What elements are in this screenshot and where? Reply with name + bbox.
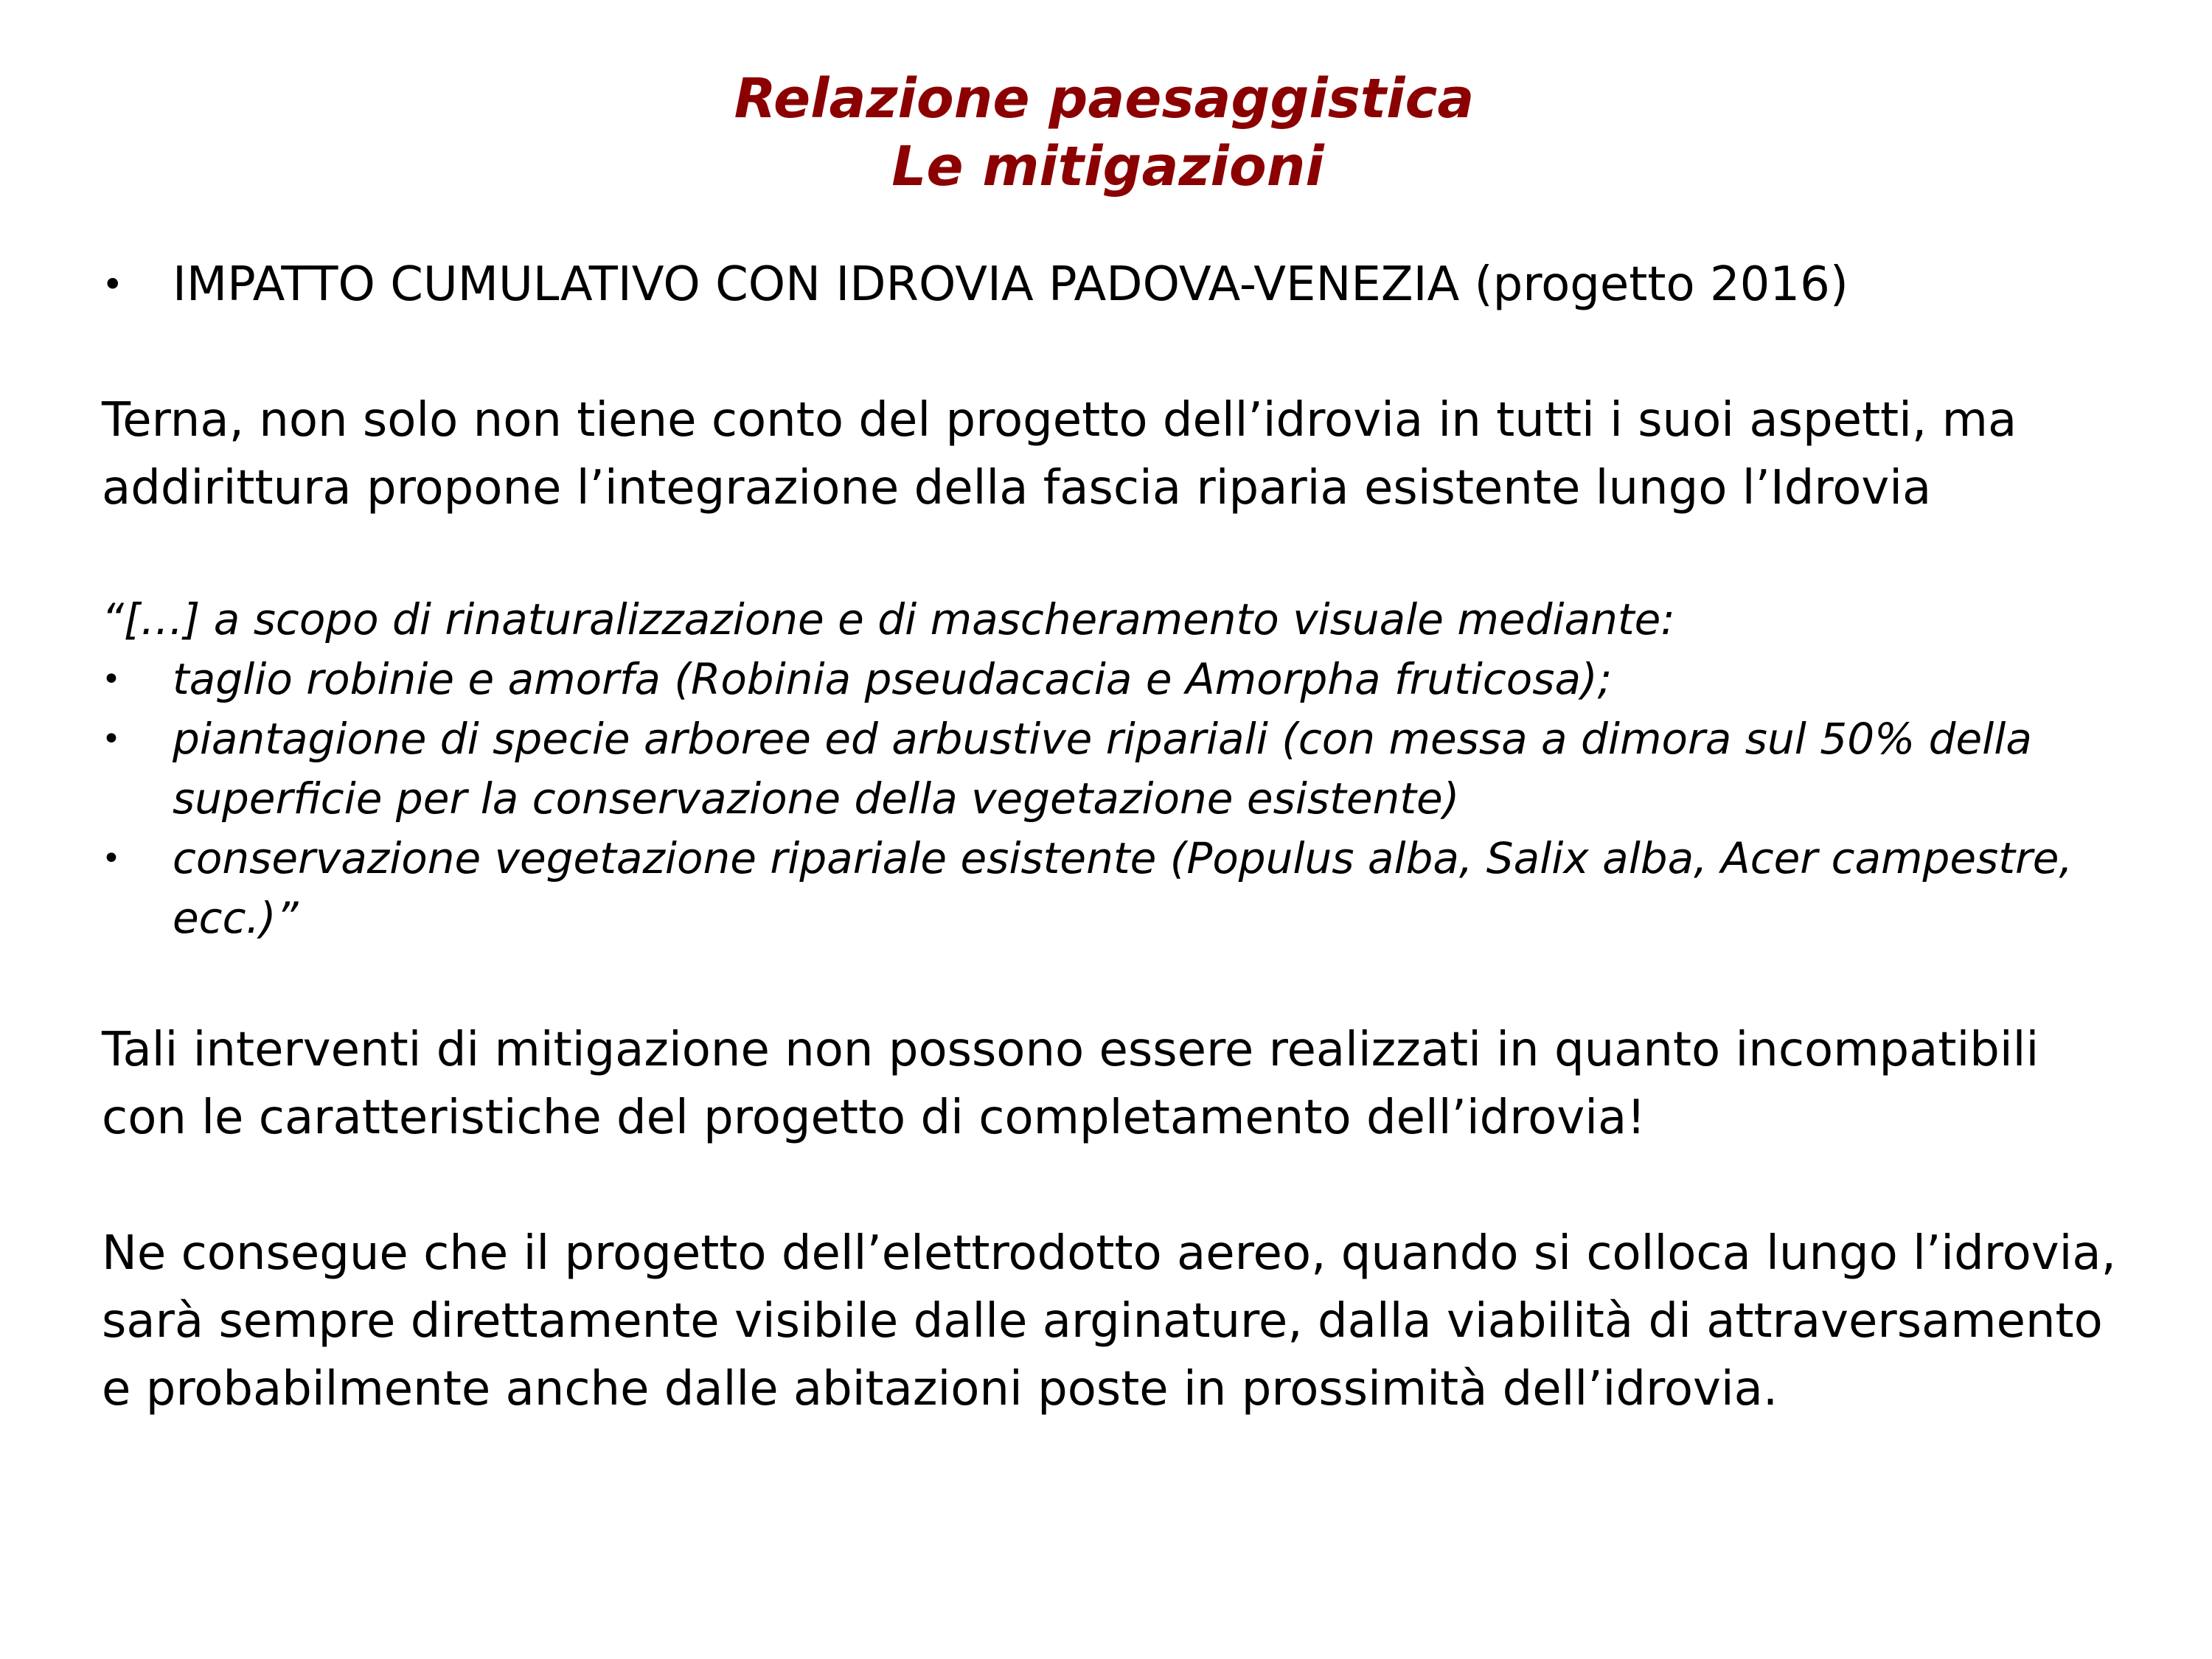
bullet-icon: • [102,661,121,698]
quote-item-text: taglio robinie e amorfa (Robinia pseudacacia e Amorpha fruticosa); [173,654,1613,704]
quote-item [102,709,2137,829]
paragraph-conseguenze: Ne consegue che il progetto dell’elettrodotto aereo, quando si colloca lungo l’idrovia, sarà sempre direttamente visibile dalle arginature, dalla viabilità di attraversamento e probabilmente anche dalle abitazioni poste in prossimità dell’idrovia. [102,1226,2116,1416]
quote-item [102,650,2137,709]
quote-block [102,590,2137,948]
bullet-icon: • [102,263,124,306]
bullet-icon: • [102,720,121,758]
quote-item [102,829,2137,948]
title-line-1: Relazione paesaggistica [734,67,1475,131]
slide-title [0,65,2212,201]
paragraph-terna: Terna, non solo non tiene conto del progetto dell’idrovia in tutti i suoi aspetti, ma addirittura propone l’integrazione della fascia riparia esistente lungo l’Idrovia [102,393,2017,515]
quote-item-text: piantagione di specie arboree ed arbustive ripariali (con messa a dimora sul 50% della superficie per la conservazione della vegetazione esistente) [173,714,2032,824]
slide-body [102,251,2137,1423]
quote-item-text: conservazione vegetazione ripariale esistente (Populus alba, Salix alba, Acer campestre, ecc.)” [173,833,2073,943]
paragraph-interventi: Tali interventi di mitigazione non possono essere realizzati in quanto incompatibili con le caratteristiche del progetto di completamento dell’idrovia! [102,1023,2039,1145]
bullet-icon: • [102,840,121,877]
main-bullet-text: IMPATTO CUMULATIVO CON IDROVIA PADOVA-VENEZIA (progetto 2016) [173,257,1848,312]
main-bullet [102,251,2137,319]
quote-intro: “[…] a scopo di rinaturalizzazione e di mascheramento visuale mediante: [102,594,1675,644]
title-line-2: Le mitigazioni [891,135,1324,198]
